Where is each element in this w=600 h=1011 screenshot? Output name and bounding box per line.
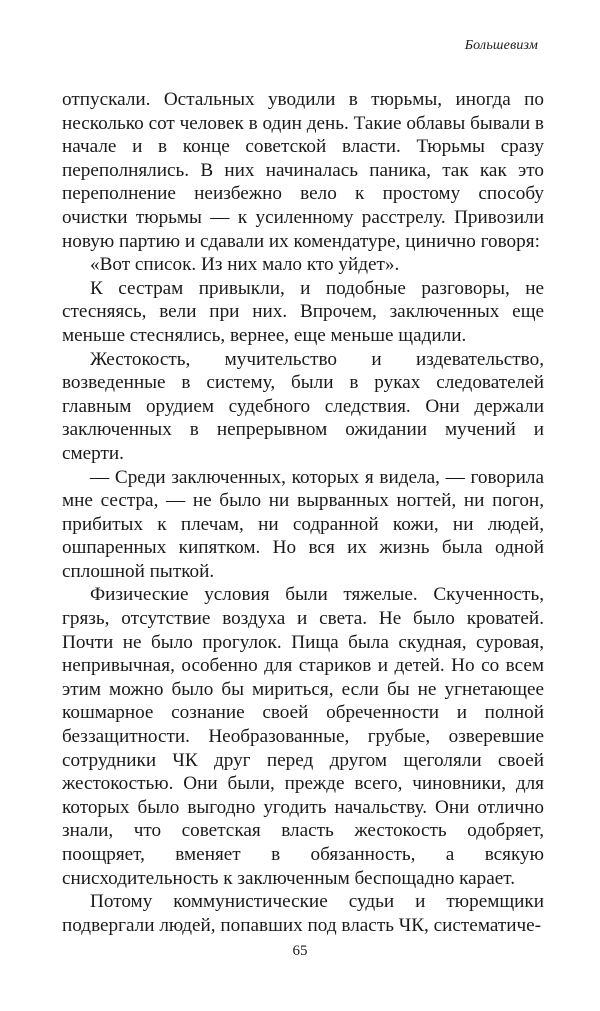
page-number: 65 [292, 943, 308, 959]
running-head: Большевизм [464, 38, 538, 53]
paragraph: К сестрам привыкли, и подобные разговоры, не стесняясь, вели при них. Впрочем, заключенных еще меньше стеснялись, вернее, еще меньше щадили. [62, 277, 544, 346]
paragraph: «Вот список. Из них мало кто уйдет». [90, 254, 400, 276]
paragraph: Жестокость, мучительство и издевательство, возведенные в систему, были в руках следователей главным орудием судебного следствия. Они держали заключенных в непрерывном ожидании мучений и смерти. [62, 348, 544, 464]
text-body [62, 88, 544, 937]
paragraph: Физические условия были тяжелые. Скученность, грязь, отсутствие воздуха и света. Не было кроватей. Почти не было прогулок. Пища была скудная, суровая, непривычная, особенно для стариков и детей. Но со всем этим можно было бы мириться, если бы не угнетающее кошмарное сознание своей обреченности и полной беззащитности. Необразованные, грубые, озверевшие сотрудники ЧК друг перед другом щеголяли своей жестокостью. Они были, прежде всего, чиновники, для которых было выгодно угодить начальству. Они отлично знали, что советская власть жестокость одобряет, поощряет, вменяет в обязанность, а всякую снисходительность к заключенным беспощадно карает. [62, 584, 544, 889]
paragraph: отпускали. Остальных уводили в тюрьмы, иногда по несколько сот человек в один день. Такие облавы бывали в начале и в конце советской власти. Тюрьмы сразу переполнялись. В них начиналась паника, так как это переполнение неизбежно вело к простому способу очистки тюрьмы — к усиленному расстрелу. Привозили новую партию и сдавали их комендатуре, цинично говоря: [62, 89, 544, 252]
paragraph: — Среди заключенных, которых я видела, — говорила мне сестра, — не было ни вырванных ногтей, ни погон, прибитых к плечам, ни содранной кожи, ни людей, ошпаренных кипятком. Но вся их жизнь была одной сплошной пыткой. [62, 466, 544, 582]
paragraph: Потому коммунистические судьи и тюремщики подвергали людей, попавших под власть ЧК, систематиче- [62, 891, 544, 936]
